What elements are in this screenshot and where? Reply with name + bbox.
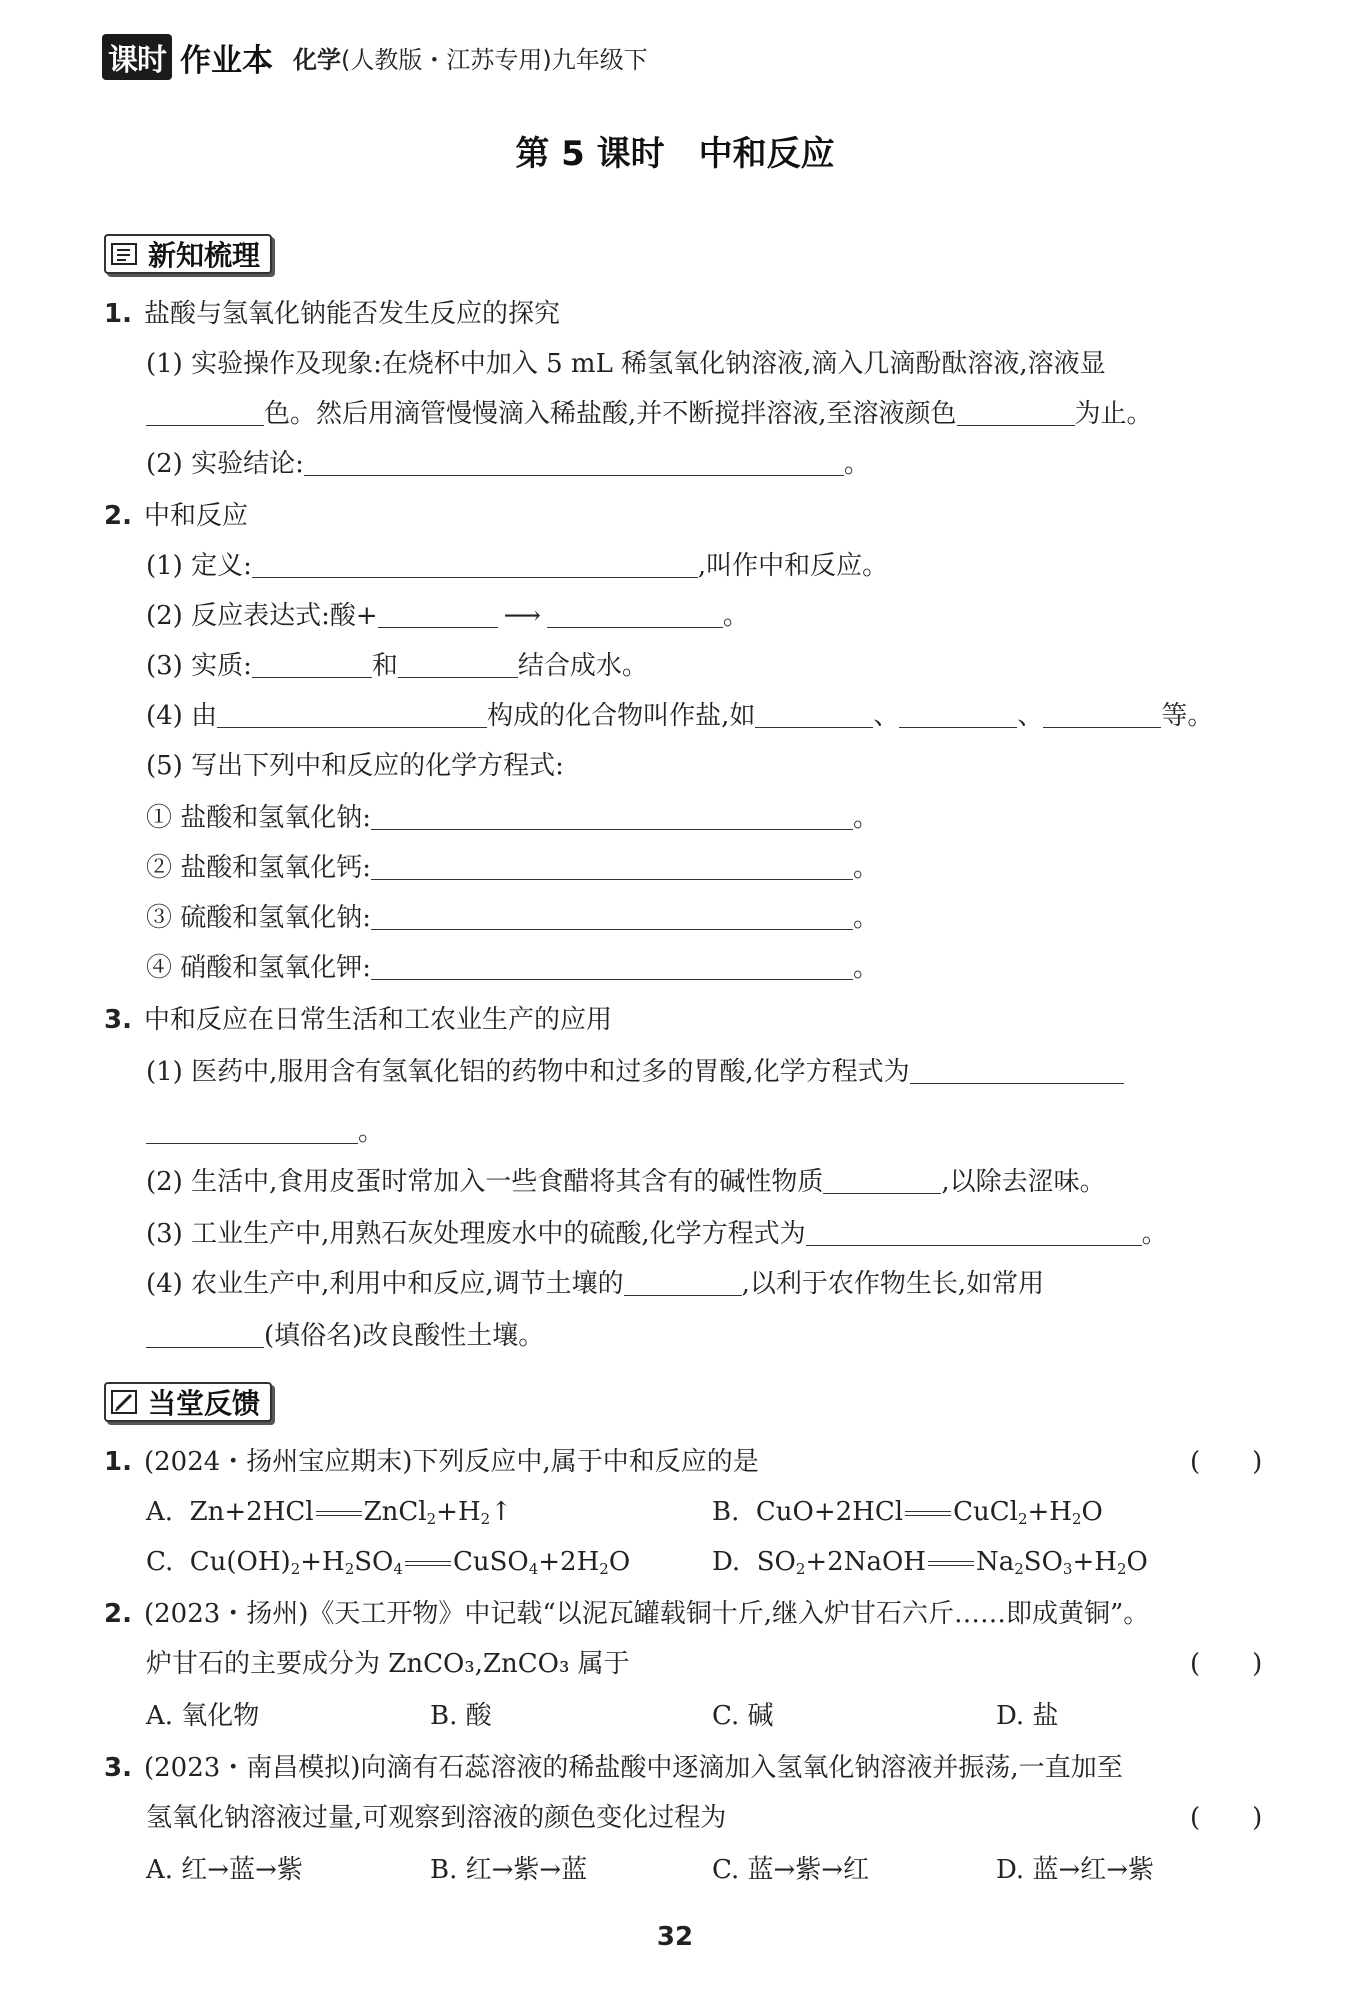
q3-part2 bbox=[146, 1164, 1106, 1200]
q2-part3 bbox=[146, 648, 648, 684]
section-title: 新知梳理 bbox=[148, 239, 261, 272]
text: (1) 医药中,服用含有氢氧化铝的药物中和过多的胃酸,化学方程式为 bbox=[146, 1057, 910, 1087]
text: ② 盐酸和氢氧化钙: bbox=[146, 853, 372, 883]
option-d[interactable]: D. $SO_2+2NaOH$ $Na_2SO_3+H_2O$ bbox=[712, 1547, 1148, 1578]
question-text: (2024・扬州宝应期末)下列反应中,属于中和反应的是 bbox=[143, 1447, 759, 1477]
option-b[interactable]: B. 红→紫→蓝 bbox=[430, 1855, 588, 1885]
question-2: 2. 中和反应 bbox=[104, 501, 248, 531]
text: (4) 由 bbox=[146, 701, 218, 731]
blank bbox=[899, 701, 1017, 728]
q3-part1-cont: 。 bbox=[146, 1114, 384, 1150]
text: 等。 bbox=[1161, 701, 1214, 731]
q1-part1-cont bbox=[146, 396, 1153, 432]
option-a[interactable]: A. 氧化物 bbox=[146, 1701, 260, 1731]
pencil-icon bbox=[110, 1389, 140, 1415]
option-c[interactable]: C. $Cu(OH)_2+H_2SO_4$ $CuSO_4+2H_2O$ bbox=[146, 1547, 631, 1578]
option-b[interactable]: B. 酸 bbox=[430, 1701, 492, 1731]
blank bbox=[823, 1167, 941, 1194]
question-text: (2023・南昌模拟)向滴有石蕊溶液的稀盐酸中逐滴加入氢氧化钠溶液并振荡,一直加至 bbox=[143, 1753, 1123, 1783]
option-b[interactable]: B. CuO+2HCl $CuCl_2+H_2O$ bbox=[712, 1497, 1103, 1528]
q2-part1 bbox=[146, 548, 888, 584]
text: 结合成水。 bbox=[517, 651, 648, 681]
q3-part3: (3) 工业生产中,用熟石灰处理废水中的硫酸,化学方程式为 。 bbox=[146, 1219, 1168, 1249]
blank bbox=[304, 449, 844, 476]
blank bbox=[910, 1057, 1124, 1084]
mc-question-1: 1. (2024・扬州宝应期末)下列反应中,属于中和反应的是 bbox=[104, 1447, 759, 1477]
blank bbox=[806, 1219, 1142, 1246]
q2-item-3: ③ 硫酸和氢氧化钠: 。 bbox=[146, 903, 880, 933]
book-icon bbox=[110, 241, 140, 267]
q3-part1 bbox=[146, 1054, 1124, 1090]
text: 构成的化合物叫作盐,如 bbox=[487, 701, 756, 731]
text: (3) 工业生产中,用熟石灰处理废水中的硫酸,化学方程式为 bbox=[146, 1219, 806, 1249]
blank bbox=[146, 399, 264, 426]
text: ,叫作中和反应。 bbox=[697, 551, 889, 581]
text: (填俗名)改良酸性土壤。 bbox=[264, 1321, 545, 1351]
option-d[interactable]: D. 蓝→红→紫 bbox=[996, 1855, 1155, 1885]
header-subtitle bbox=[293, 40, 648, 75]
option-c[interactable]: C. 蓝→紫→红 bbox=[712, 1855, 870, 1885]
blank bbox=[957, 399, 1075, 426]
mc-question-3: 3. (2023・南昌模拟)向滴有石蕊溶液的稀盐酸中逐滴加入氢氧化钠溶液并振荡,一直加至 bbox=[104, 1753, 1123, 1783]
blank bbox=[755, 701, 873, 728]
logo bbox=[102, 36, 273, 78]
blank bbox=[371, 853, 853, 880]
blank bbox=[547, 601, 723, 628]
q3-part4-cont bbox=[146, 1318, 544, 1354]
text: (3) 实质: bbox=[146, 651, 252, 681]
header bbox=[102, 34, 648, 80]
text: 色。然后用滴管慢慢滴入稀盐酸,并不断搅拌溶液,至溶液颜色 bbox=[264, 399, 957, 429]
logo-box: 课时 bbox=[102, 34, 172, 80]
blank bbox=[371, 903, 853, 930]
q2-item-2: ② 盐酸和氢氧化钙: 。 bbox=[146, 853, 880, 883]
question-3: 3. 中和反应在日常生活和工农业生产的应用 bbox=[104, 1005, 612, 1035]
blank bbox=[378, 601, 498, 628]
option-a[interactable]: A. 红→蓝→紫 bbox=[146, 1855, 303, 1885]
text: (2) 实验结论: bbox=[146, 449, 304, 479]
question-1: 1. 盐酸与氢氧化钠能否发生反应的探究 bbox=[104, 299, 560, 329]
section-new-knowledge bbox=[104, 234, 272, 274]
text: ④ 硝酸和氢氧化钾: bbox=[146, 953, 372, 983]
blank bbox=[146, 1117, 358, 1144]
blank bbox=[624, 1269, 742, 1296]
q2-item-1: ① 盐酸和氢氧化钠: 。 bbox=[146, 803, 880, 833]
q3-part4 bbox=[146, 1266, 1044, 1302]
text: 为止。 bbox=[1074, 399, 1153, 429]
question-text: 中和反应在日常生活和工农业生产的应用 bbox=[143, 1005, 612, 1035]
q2-part2: (2) 反应表达式:酸+ ⟶ 。 bbox=[146, 601, 749, 631]
blank bbox=[371, 953, 853, 980]
q1-part2: (2) 实验结论: 。 bbox=[146, 449, 870, 479]
blank bbox=[146, 1321, 264, 1348]
answer-paren[interactable]: ( ) bbox=[1190, 1803, 1263, 1833]
question-text: 中和反应 bbox=[143, 501, 248, 531]
header-edition: (人教版・江苏专用)九年级下 bbox=[341, 45, 648, 74]
text: (4) 农业生产中,利用中和反应,调节土壤的 bbox=[146, 1269, 624, 1299]
logo-text: 作业本 bbox=[180, 42, 273, 79]
section-title: 当堂反馈 bbox=[148, 1387, 261, 1420]
section-feedback bbox=[104, 1382, 272, 1422]
blank bbox=[1043, 701, 1161, 728]
q2-part4: (4) 由 构成的化合物叫作盐,如 、 、 等。 bbox=[146, 701, 1214, 731]
blank bbox=[252, 651, 372, 678]
text: (1) 定义: bbox=[146, 551, 252, 581]
mc-question-3-cont: 氢氧化钠溶液过量,可观察到溶液的颜色变化过程为 bbox=[146, 1803, 727, 1833]
mc-question-2-cont: 炉甘石的主要成分为 ZnCO₃,ZnCO₃ 属于 bbox=[146, 1649, 630, 1679]
text: ③ 硫酸和氢氧化钠: bbox=[146, 903, 372, 933]
text: ① 盐酸和氢氧化钠: bbox=[146, 803, 372, 833]
text: ,以除去涩味。 bbox=[941, 1167, 1106, 1197]
header-subject: 化学 bbox=[293, 45, 341, 74]
text: (2) 生活中,食用皮蛋时常加入一些食醋将其含有的碱性物质 bbox=[146, 1167, 824, 1197]
blank bbox=[398, 651, 518, 678]
page-number: 32 bbox=[656, 1922, 694, 1952]
text: 和 bbox=[371, 651, 398, 681]
option-c[interactable]: C. 碱 bbox=[712, 1701, 774, 1731]
text: (2) 反应表达式:酸+ bbox=[146, 601, 378, 631]
q2-item-4: ④ 硝酸和氢氧化钾: 。 bbox=[146, 953, 880, 983]
answer-paren[interactable]: ( ) bbox=[1190, 1649, 1263, 1679]
blank bbox=[371, 803, 853, 830]
option-d[interactable]: D. 盐 bbox=[996, 1701, 1059, 1731]
question-text: 盐酸与氢氧化钠能否发生反应的探究 bbox=[143, 299, 560, 329]
mc-question-2: 2. (2023・扬州)《天工开物》中记载“以泥瓦罐载铜十斤,继入炉甘石六斤……即成黄铜”。 bbox=[104, 1599, 1150, 1629]
text: ,以利于农作物生长,如常用 bbox=[741, 1269, 1045, 1299]
blank bbox=[252, 551, 698, 578]
answer-paren[interactable]: ( ) bbox=[1190, 1447, 1263, 1477]
option-a[interactable]: A. Zn+2HCl $ZnCl_2+H_2↑$ bbox=[146, 1497, 512, 1528]
q2-part5: (5) 写出下列中和反应的化学方程式: bbox=[146, 751, 564, 781]
q1-part1: (1) 实验操作及现象:在烧杯中加入 5 mL 稀氢氧化钠溶液,滴入几滴酚酞溶液,溶液显 bbox=[146, 349, 1106, 379]
blank bbox=[217, 701, 487, 728]
question-text: (2023・扬州)《天工开物》中记载“以泥瓦罐载铜十斤,继入炉甘石六斤……即成黄铜”。 bbox=[143, 1599, 1150, 1629]
lesson-title: 第 5 课时 中和反应 bbox=[515, 134, 835, 174]
